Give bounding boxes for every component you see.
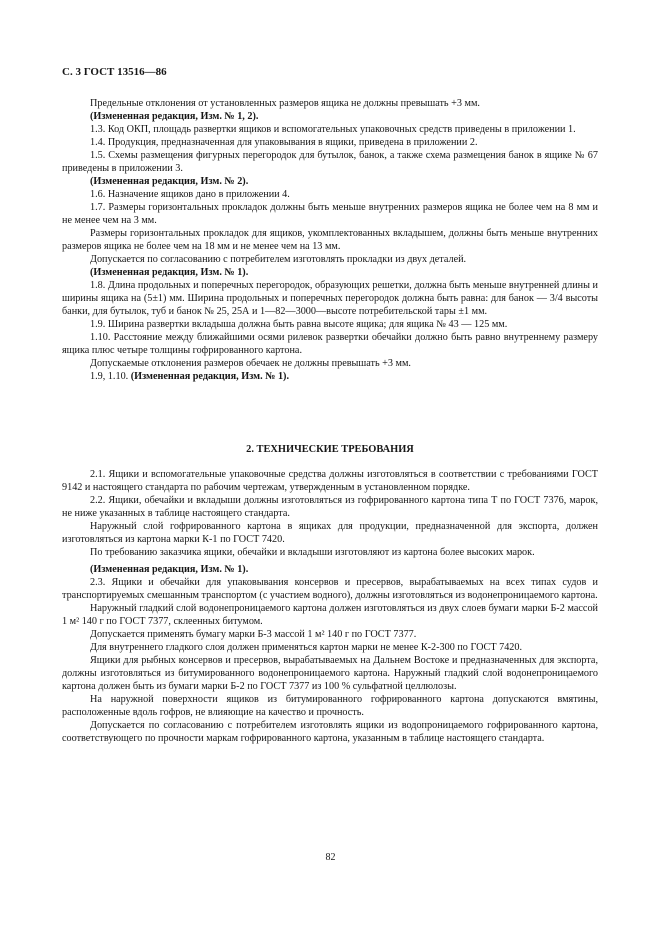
paragraph: На наружной поверхности ящиков из битумированного гофрированного картона допускаются вмятины, расположенные вдоль гофров, не влияющие на качество и прочность. [62,694,598,718]
paragraph: 1.4. Продукция, предназначенная для упаковывания в ящики, приведена в приложении 2. [90,137,478,148]
paragraph: Допускается по согласованию с потребителем изготовлять ящики из водопроницаемого гофрированного картона, соответствующего по прочности маркам гофрированного картона, указанным в таблице настоящего стандарта. [62,720,598,744]
paragraph: 2.2. Ящики, обечайки и вкладыши должны изготовляться из гофрированного картона типа Т по ГОСТ 7376, марок, не ниже указанных в таблице настоящего стандарта. [62,495,598,519]
paragraph: 1.7. Размеры горизонтальных прокладок должны быть меньше внутренних размеров ящика не более чем на 8 мм и не менее чем на 3 мм. [62,202,598,226]
section-1-continued [62,97,598,383]
paragraph: 1.10. Расстояние между ближайшими осями рилевок развертки обечайки должно быть равно внутреннему размеру ящика плюс четыре толщины гофрированного картона. [62,332,598,356]
amendment-note: (Измененная редакция, Изм. № 1). [90,564,249,575]
paragraph: Для внутреннего гладкого слоя должен применяться картон марки не менее К-2-300 по ГОСТ 7420. [90,642,523,653]
amendment-prefix: 1.9, 1.10. [90,371,131,382]
amendment-note: (Измененная редакция, Изм. № 1). [130,371,289,382]
amendment-line [62,370,598,383]
section-title: 2. ТЕХНИЧЕСКИЕ ТРЕБОВАНИЯ [246,444,414,455]
amendment-note: (Измененная редакция, Изм. № 2). [90,176,249,187]
paragraph: 2.3. Ящики и обечайки для упаковывания консервов и пресервов, вырабатываемых на всех типах судов и транспортируемых смешанным транспортом (с участием водного), должны изготовляться из водонепроницаемого картона. [62,577,598,601]
section-2 [62,468,598,745]
paragraph: Допускается по согласованию с потребителем изготовлять прокладки из двух деталей. [90,254,467,265]
paragraph: 1.6. Назначение ящиков дано в приложении 4. [90,189,290,200]
paragraph: 1.9. Ширина развертки вкладыша должна быть равна высоте ящика; для ящика № 43 — 125 мм. [90,319,508,330]
paragraph: 1.3. Код ОКП, площадь развертки ящиков и вспомогательных упаковочных средств приведены в приложении 1. [90,124,576,135]
paragraph: 2.1. Ящики и вспомогательные упаковочные средства должны изготовляться в соответствии с требованиями ГОСТ 9142 и настоящего стандарта по рабочим чертежам, утвержденным в установленном порядке. [62,469,598,493]
paragraph: Наружный гладкий слой водонепроницаемого картона должен изготовляться из двух слоев бумаги марки Б-2 массой 1 м² 140 г по ГОСТ 7377, склеенных битумом. [62,603,598,627]
paragraph: Допускается применять бумагу марки Б-3 массой 1 м² 140 г по ГОСТ 7377. [90,629,417,640]
paragraph: 1.5. Схемы размещения фигурных перегородок для бутылок, банок, а также схема размещения банок в ящике № 67 приведены в приложении 3. [62,150,598,174]
amendment-note: (Измененная редакция, Изм. № 1, 2). [90,111,259,122]
paragraph: Допускаемые отклонения размеров обечаек не должны превышать +3 мм. [90,358,411,369]
paragraph: По требованию заказчика ящики, обечайки и вкладыши изготовляют из картона более высоких марок. [90,547,535,558]
amendment-note: (Измененная редакция, Изм. № 1). [90,267,249,278]
paragraph: 1.8. Длина продольных и поперечных перегородок, образующих решетки, должна быть меньше внутренней длины и ширины ящика на (5±1) мм. Ширина продольных и поперечных перегородок должна быть равна: для банок — 3/4 высоты банки, для бутылок, туб и банок № 25, 25А и 1—82—3000—высоте потребительской тары ±1 мм. [62,280,598,317]
page-header: С. 3 ГОСТ 13516—86 [62,66,167,78]
page-number: 82 [325,852,336,863]
paragraph: Размеры горизонтальных прокладок для ящиков, укомплектованных вкладышем, должны быть меньше внутренних размеров ящика не более чем на 18 мм и не менее чем на 13 мм. [62,228,598,252]
paragraph: Предельные отклонения от установленных размеров ящика не должны превышать +3 мм. [90,98,480,109]
paragraph: Ящики для рыбных консервов и пресервов, вырабатываемых на Дальнем Востоке и предназначенных для экспорта, должны изготовляться из битумированного водонепроницаемого картона. Наружный гладкий слой водонепроницаемого картона должен быть из бумаги марки Б-2 по ГОСТ 7377 из 100 % сульфатной целлюлозы. [62,655,598,692]
paragraph: Наружный слой гофрированного картона в ящиках для продукции, предназначенной для экспорта, должен изготовляться из картона марки К-1 по ГОСТ 7420. [62,521,598,545]
